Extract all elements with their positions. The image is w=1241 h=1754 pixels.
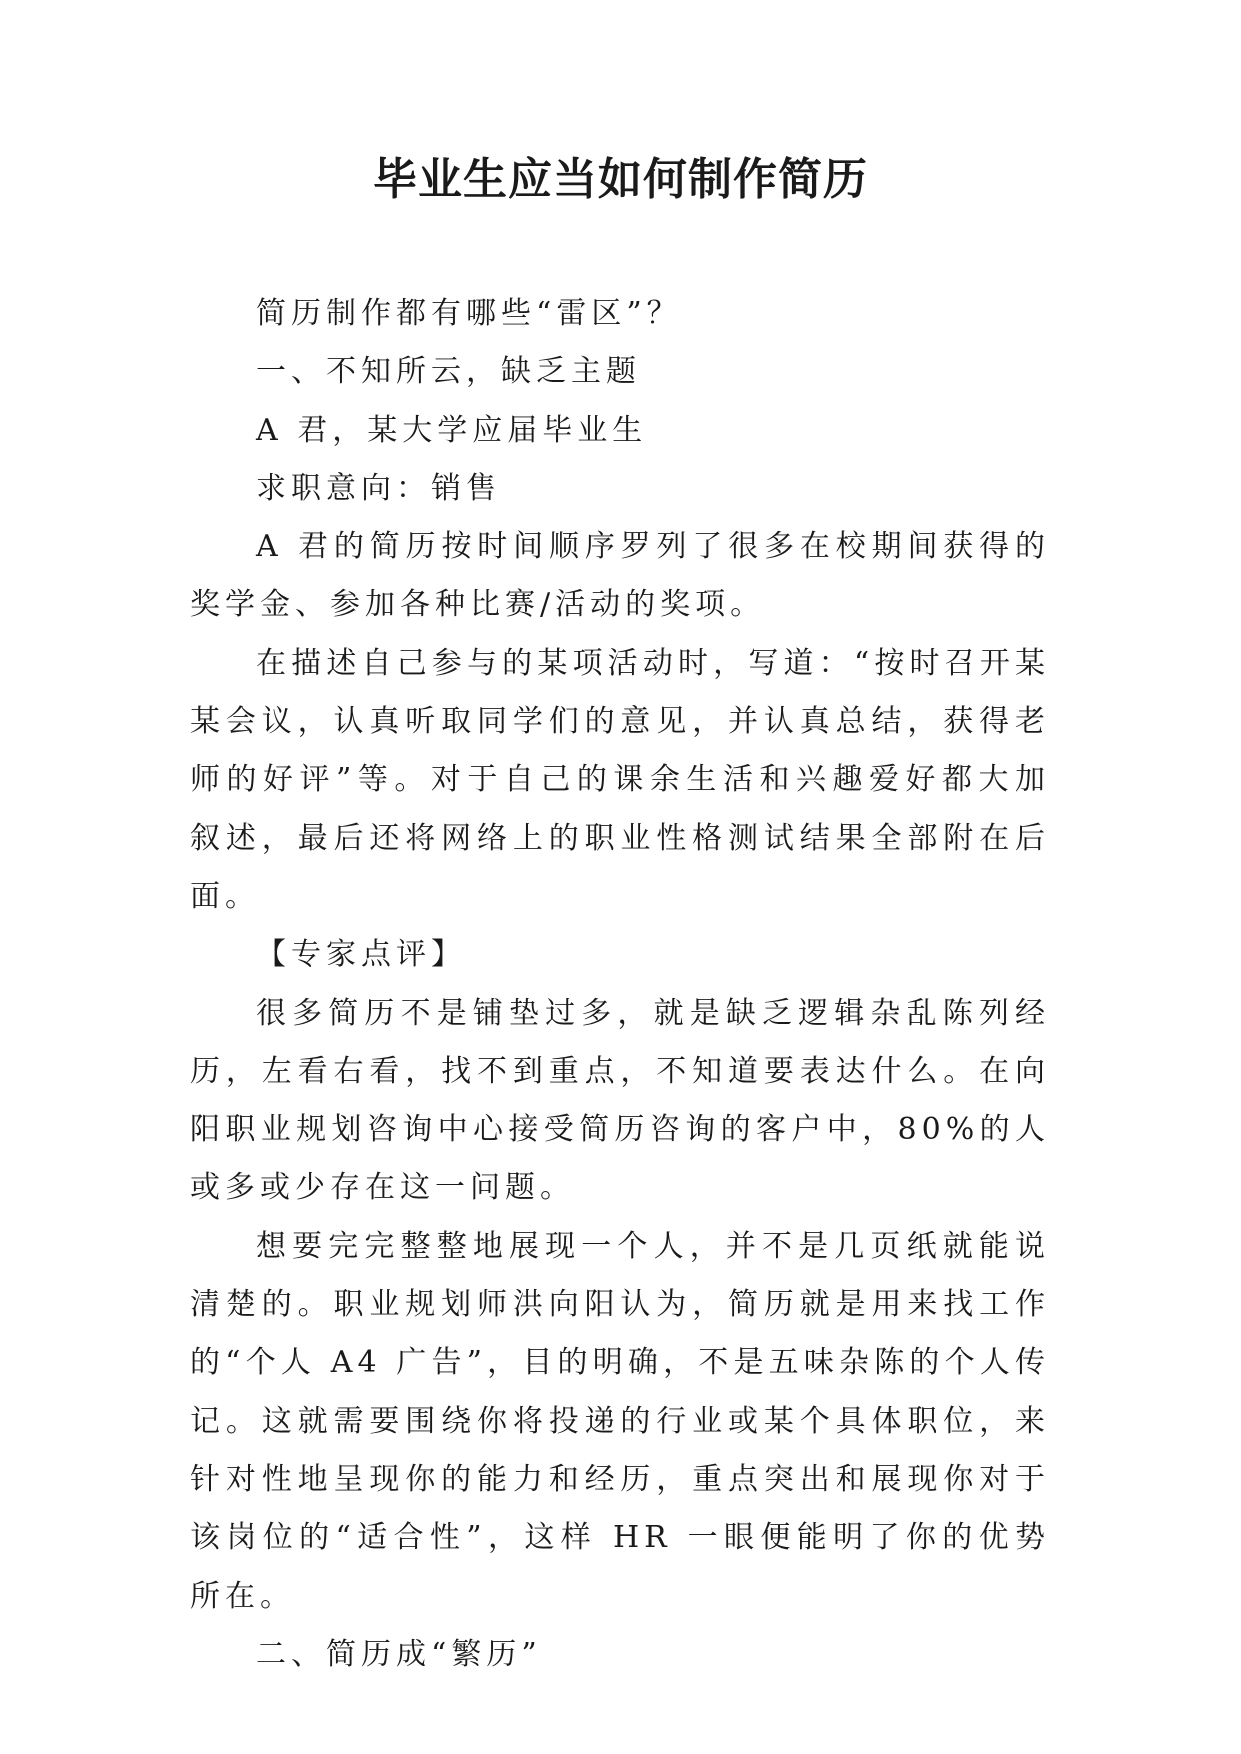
- paragraph-case-activity: 在描述自己参与的某项活动时，写道：“按时召开某某会议，认真听取同学们的意见，并认真总结，获得老师的好评”等。对于自己的课余生活和兴趣爱好都大加叙述，最后还将网络上的职业性格测试结果全部附在后面。: [190, 645, 1050, 914]
- paragraph-case-subject: A 君，某大学应届毕业生: [256, 412, 648, 448]
- paragraph-expert-comment: 很多简历不是铺垫过多，就是缺乏逻辑杂乱陈列经历，左看右看，找不到重点，不知道要表达什么。在向阳职业规划咨询中心接受简历咨询的客户中，80%的人或多或少存在这一问题。: [190, 995, 1050, 1206]
- paragraph-case-description: A 君的简历按时间顺序罗列了很多在校期间获得的奖学金、参加各种比赛/活动的奖项。: [190, 529, 1050, 623]
- section-heading-1: 一、不知所云，缺乏主题: [256, 354, 641, 390]
- paragraph-job-intention: 求职意向：销售: [256, 470, 501, 506]
- paragraph-intro-question: 简历制作都有哪些“雷区”？: [256, 296, 682, 331]
- document-title: 毕业生应当如何制作简历: [373, 154, 868, 205]
- paragraph-resume-advice: 想要完完整整地展现一个人，并不是几页纸就能说清楚的。职业规划师洪向阳认为，简历就是用来找工作的“个人 A4 广告”，目的明确，不是五味杂陈的个人传记。这就需要围绕你将投递的行业或某个具体职位，来针对性地呈现你的能力和经历，重点突出和展现你对于该岗位的“适合性”，这样 HR 一眼便能明了你的优势所在。: [190, 1228, 1050, 1614]
- expert-comment-heading: 【专家点评】: [256, 937, 466, 973]
- section-heading-2: 二、简历成“繁历”: [256, 1636, 542, 1672]
- document-body: [190, 285, 1050, 1684]
